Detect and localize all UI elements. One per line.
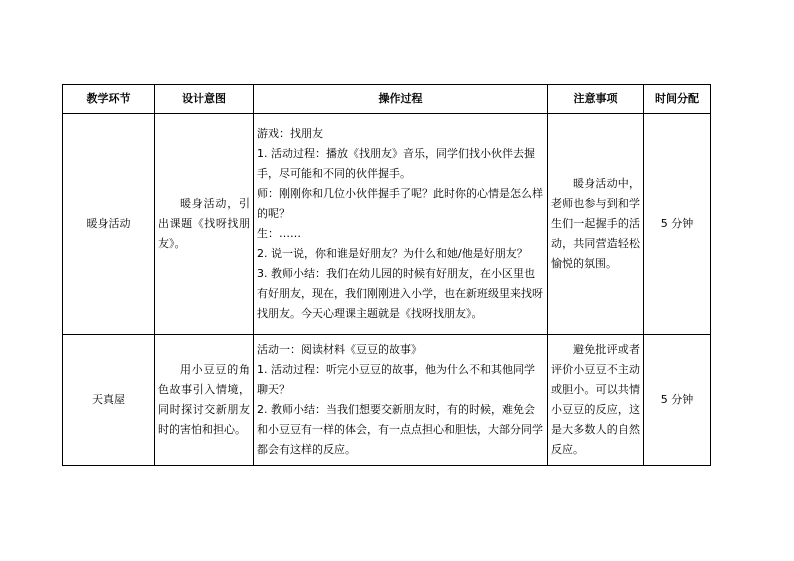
intent-text: 暖身活动，引出课题《找呀找朋友》。 [158, 197, 250, 250]
table-row [63, 114, 711, 335]
header-notes: 注意事项 [548, 85, 644, 114]
process-line: 游戏：找朋友 [257, 127, 323, 140]
time-cell: 5 分钟 [644, 335, 711, 466]
process-line: 活动一：阅读材料《豆豆的故事》 [257, 343, 422, 356]
header-process: 操作过程 [254, 85, 548, 114]
process-cell [254, 114, 548, 335]
intent-cell [155, 114, 254, 335]
notes-text: 暖身活动中，老师也参与到和学生们一起握手的活动，共同营造轻松愉悦的氛围。 [551, 177, 640, 270]
process-line: 生：…… [257, 227, 301, 240]
stage-cell: 暖身活动 [63, 114, 155, 335]
process-cell [254, 335, 548, 466]
stage-cell: 天真屋 [63, 335, 155, 466]
table-row [63, 335, 711, 466]
notes-cell [548, 114, 644, 335]
process-line: 2. 说一说，你和谁是好朋友？为什么和她/他是好朋友？ [257, 247, 528, 260]
header-intent: 设计意图 [155, 85, 254, 114]
intent-text: 用小豆豆的角色故事引入情境，同时探讨交新朋友时的害怕和担心。 [158, 363, 250, 436]
process-line: 师：刚刚你和几位小伙伴握手了呢？此时你的心情是怎么样的呢？ [257, 187, 543, 220]
process-line: 3. 教师小结：我们在幼儿园的时候有好朋友，在小区里也有好朋友，现在，我们刚刚进入小学，也在新班级里来找呀找朋友。今天心理课主题就是《找呀找朋友》。 [257, 267, 543, 320]
process-line: 1. 活动过程：播放《找朋友》音乐，同学们找小伙伴去握手，尽可能和不同的伙伴握手。 [257, 147, 535, 180]
intent-cell [155, 335, 254, 466]
table-header-row [63, 85, 711, 114]
notes-text: 避免批评或者评价小豆豆不主动或胆小。可以共情小豆豆的反应，这是大多数人的自然反应。 [551, 343, 640, 456]
process-line: 1. 活动过程：听完小豆豆的故事，他为什么不和其他同学聊天？ [257, 363, 535, 396]
time-cell: 5 分钟 [644, 114, 711, 335]
header-stage: 教学环节 [63, 85, 155, 114]
process-line: 2. 教师小结：当我们想要交新朋友时，有的时候，难免会和小豆豆有一样的体会，有一点点担心和胆怯，大部分同学都会有这样的反应。 [257, 403, 543, 456]
lesson-plan-table [62, 84, 711, 466]
header-time: 时间分配 [644, 85, 711, 114]
notes-cell [548, 335, 644, 466]
